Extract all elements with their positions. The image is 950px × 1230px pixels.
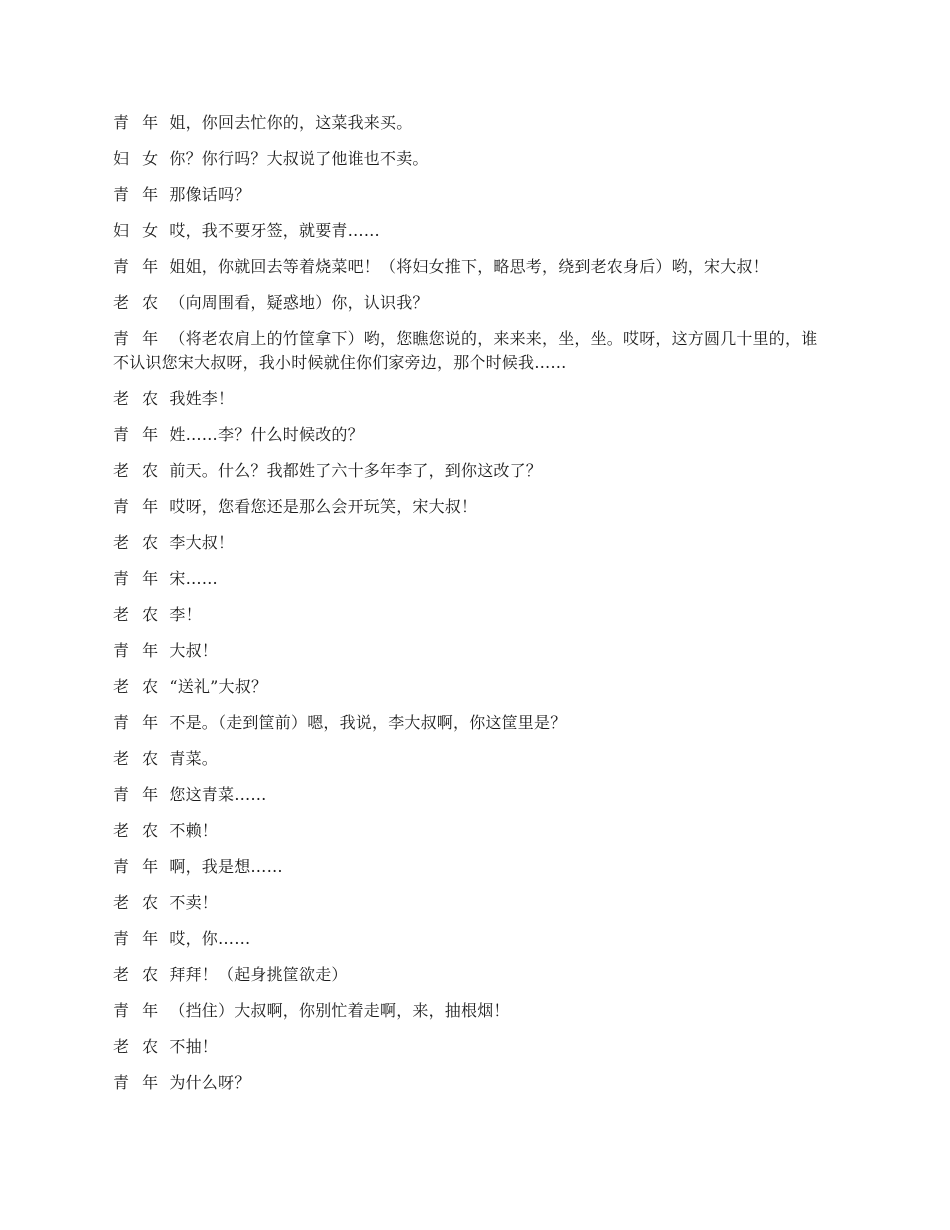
speaker-name: 青 年 xyxy=(113,569,163,588)
dialogue-line xyxy=(113,423,833,447)
script-dialogue xyxy=(113,111,833,1107)
dialogue-line xyxy=(113,459,833,483)
speech-text: 前天。什么？我都姓了六十多年李了，到你这改了？ xyxy=(169,461,542,480)
dialogue-line xyxy=(113,747,833,771)
speaker-name: 青 年 xyxy=(113,1073,163,1092)
speaker-name: 青 年 xyxy=(113,257,163,276)
dialogue-line xyxy=(113,183,833,207)
speaker-name: 青 年 xyxy=(113,113,163,132)
speaker-name: 青 年 xyxy=(113,929,163,948)
speaker-name: 老 农 xyxy=(113,461,163,480)
dialogue-line xyxy=(113,855,833,879)
dialogue-line xyxy=(113,567,833,591)
dialogue-line xyxy=(113,327,833,375)
speech-text: “送礼”大叔？ xyxy=(169,677,268,696)
speaker-name: 老 农 xyxy=(113,605,163,624)
dialogue-line xyxy=(113,639,833,663)
dialogue-line xyxy=(113,603,833,627)
speech-text: 青菜。 xyxy=(169,749,218,768)
speaker-name: 老 农 xyxy=(113,965,163,984)
speech-text: 姐姐，你就回去等着烧菜吧！（将妇女推下，略思考，绕到老农身后）哟，宋大叔！ xyxy=(169,257,769,276)
speech-text: 您这青菜…… xyxy=(169,785,267,804)
dialogue-line xyxy=(113,1071,833,1095)
dialogue-line xyxy=(113,219,833,243)
speech-text: 宋…… xyxy=(169,569,218,588)
speaker-name: 青 年 xyxy=(113,713,163,732)
speaker-name: 老 农 xyxy=(113,893,163,912)
speech-text: 姓……李？什么时候改的？ xyxy=(169,425,364,444)
dialogue-line xyxy=(113,147,833,171)
dialogue-line xyxy=(113,891,833,915)
speech-text: 为什么呀？ xyxy=(169,1073,251,1092)
speech-text: 李大叔！ xyxy=(169,533,235,552)
speech-text: （向周围看，疑惑地）你，认识我？ xyxy=(169,293,429,312)
dialogue-line xyxy=(113,291,833,315)
speaker-name: 青 年 xyxy=(113,497,163,516)
speaker-name: 老 农 xyxy=(113,533,163,552)
speech-text: 我姓李！ xyxy=(169,389,235,408)
speech-text: 大叔！ xyxy=(169,641,218,660)
speaker-name: 青 年 xyxy=(113,185,163,204)
speech-text: （挡住）大叔啊，你别忙着走啊，来，抽根烟！ xyxy=(169,1001,510,1020)
dialogue-line xyxy=(113,111,833,135)
speaker-name: 妇 女 xyxy=(113,221,163,240)
speaker-name: 青 年 xyxy=(113,785,163,804)
speaker-name: 老 农 xyxy=(113,1037,163,1056)
speaker-name: 老 农 xyxy=(113,677,163,696)
speaker-name: 妇 女 xyxy=(113,149,163,168)
speech-text: 拜拜！（起身挑筐欲走） xyxy=(169,965,348,984)
speech-text: 哎呀，您看您还是那么会开玩笑，宋大叔！ xyxy=(169,497,478,516)
speaker-name: 老 农 xyxy=(113,821,163,840)
dialogue-line xyxy=(113,675,833,699)
speech-text: （将老农肩上的竹筐拿下）哟，您瞧您说的，来来来，坐，坐。哎呀，这方圆几十里的，谁不认识您宋大叔呀，我小时候就住你们家旁边，那个时候我…… xyxy=(113,329,818,372)
speech-text: 那像话吗？ xyxy=(169,185,251,204)
speech-text: 姐，你回去忙你的，这菜我来买。 xyxy=(169,113,413,132)
dialogue-line xyxy=(113,1035,833,1059)
dialogue-line xyxy=(113,255,833,279)
speech-text: 不卖！ xyxy=(169,893,218,912)
dialogue-line xyxy=(113,495,833,519)
speech-text: 啊，我是想…… xyxy=(169,857,283,876)
speaker-name: 青 年 xyxy=(113,857,163,876)
speaker-name: 青 年 xyxy=(113,1001,163,1020)
speaker-name: 老 农 xyxy=(113,293,163,312)
speaker-name: 老 农 xyxy=(113,389,163,408)
speech-text: 不抽！ xyxy=(169,1037,218,1056)
speech-text: 哎，我不要牙签，就要青…… xyxy=(169,221,380,240)
speech-text: 你？你行吗？大叔说了他谁也不卖。 xyxy=(169,149,429,168)
speech-text: 哎，你…… xyxy=(169,929,251,948)
speaker-name: 青 年 xyxy=(113,329,163,348)
dialogue-line xyxy=(113,927,833,951)
speaker-name: 老 农 xyxy=(113,749,163,768)
speech-text: 李！ xyxy=(169,605,202,624)
dialogue-line xyxy=(113,999,833,1023)
dialogue-line xyxy=(113,531,833,555)
speaker-name: 青 年 xyxy=(113,425,163,444)
dialogue-line xyxy=(113,711,833,735)
dialogue-line xyxy=(113,783,833,807)
speaker-name: 青 年 xyxy=(113,641,163,660)
speech-text: 不赖！ xyxy=(169,821,218,840)
dialogue-line xyxy=(113,387,833,411)
dialogue-line xyxy=(113,963,833,987)
dialogue-line xyxy=(113,819,833,843)
speech-text: 不是。（走到筐前）嗯，我说，李大叔啊，你这筐里是？ xyxy=(169,713,567,732)
